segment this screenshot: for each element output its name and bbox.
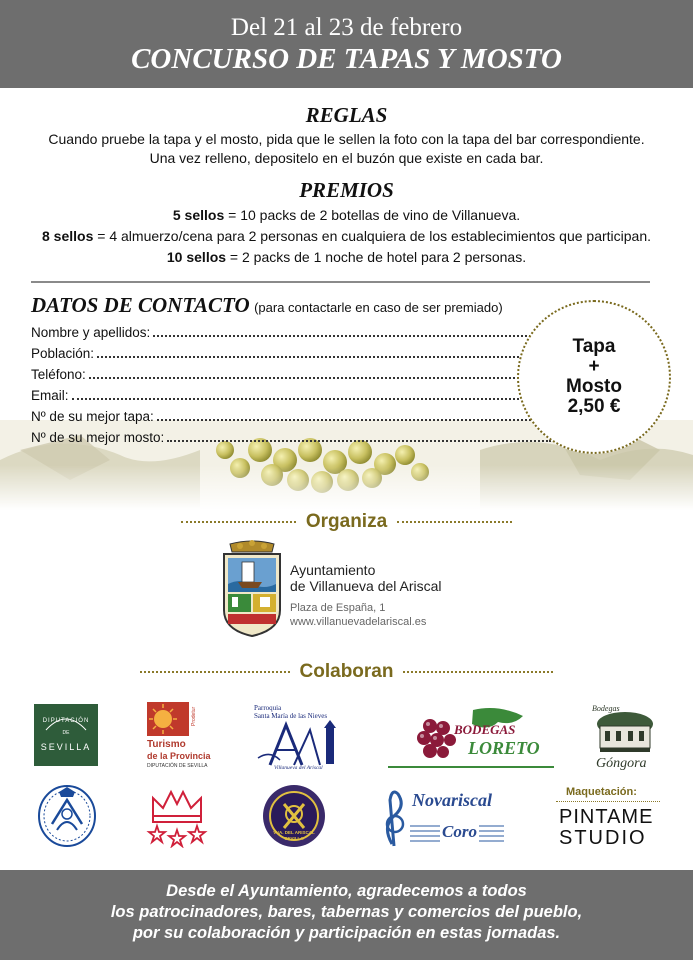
dotted-rule [181,521,296,523]
gongora-line1: Bodegas [592,704,620,713]
turismo-line1: Turismo [147,739,186,750]
parroquia-monogram-icon [250,720,342,770]
ayuntamiento-name-line1: Ayuntamiento [290,562,376,578]
dotted-rule [397,521,512,523]
turismo-line2: de la Provincia [147,751,211,761]
rules-line-2: Una vez relleno, depositelo en el buzón que existe en cada bar. [149,150,544,166]
pintame-line2: STUDIO [559,827,647,849]
badge-price: 2,50 € [567,396,621,417]
event-dates: Del 21 al 23 de febrero [230,14,463,41]
dotted-line [72,398,551,400]
gongora-building-icon [590,710,660,756]
hermandad-seal-logo [37,784,97,848]
name-field[interactable] [31,319,551,340]
field-label: Email: [31,388,69,403]
ayuntamiento-name [290,562,442,594]
contact-header [31,293,551,318]
banda-line1: VVA. DEL ARISCAL [273,830,315,835]
pintame-studio-logo [556,786,660,852]
dotted-rule [403,671,553,673]
rules-section [0,103,693,168]
turismo-provincia-logo [147,702,222,772]
price-badge [517,300,671,454]
gongora-line2: Góngora [596,756,647,771]
phone-field[interactable] [31,361,551,382]
badge-plus: + [588,356,600,377]
best-mosto-field[interactable] [31,424,551,445]
town-field[interactable] [31,340,551,361]
prizes-title: PREMIOS [299,178,394,202]
organiza-heading [0,511,693,533]
maquetacion-label: Maquetación: [566,786,637,798]
novariscal-line2: Coro [442,822,477,841]
website-link[interactable]: www.villanuevadelariscal.es [290,616,427,628]
footer-line1: Desde el Ayuntamiento, agradecemos a todos [166,882,527,900]
turismo-tag: Prodetur [191,706,197,726]
bodegas-loreto-logo [388,706,554,770]
field-label: Teléfono: [31,367,86,382]
prizes-section [0,178,693,268]
address-line: Plaza de España, 1 [290,602,386,614]
turismo-line3: DIPUTACIÓN DE SEVILLA [147,763,208,769]
footer-line3: por su colaboración y participación en estas jornadas. [132,924,561,942]
parroquia-line3: Villanueva del Ariscal [274,765,323,771]
field-label: Población: [31,346,95,361]
event-title: CONCURSO DE TAPAS Y MOSTO [131,43,562,75]
parroquia-line1: Parroquia [254,704,282,712]
novariscal-line1: Novariscal [412,790,492,810]
field-label: Nombre y apellidos: [31,325,151,340]
loreto-line1: BODEGAS [454,722,516,737]
banda-line2: SEVILLA [284,836,304,841]
diputacion-line2: DE [62,730,70,736]
novariscal-coro-logo [380,786,504,848]
colaboran-label: Colaboran [299,661,394,682]
diputacion-line3: SEVILLA [40,742,92,752]
section-divider [31,281,650,283]
prize-item [0,205,693,226]
dotted-line [97,356,551,358]
organiza-label: Organiza [305,511,388,532]
crown-stars-icon [145,786,209,848]
footer-banner [0,870,693,960]
badge-mosto: Mosto [566,376,622,397]
prize-item [0,247,693,268]
turismo-sun-icon [147,702,189,736]
ayuntamiento-logo [220,540,470,640]
loreto-line2: LORETO [468,738,540,758]
hermandad-seal-icon [37,784,97,848]
dotted-line [167,440,551,442]
coat-of-arms-icon [220,540,284,638]
header-banner [0,0,693,88]
diputacion-sevilla-logo [34,704,98,766]
dotted-line [89,377,551,379]
field-label: Nº de su mejor mosto: [31,430,165,445]
prize-count: 5 sellos [172,207,225,223]
pintame-line1: PINTAME [559,806,654,828]
prize-text: = 2 packs de 1 noche de hotel para 2 personas. [226,249,527,265]
crown-stars-logo [145,786,209,848]
prize-text: = 10 packs de 2 botellas de vino de Villanueva. [224,207,521,223]
rules-line-1: Cuando pruebe la tapa y el mosto, pida que le sellen la foto con la tapa del bar correspondiente. [48,131,645,147]
colaboran-heading [0,661,693,683]
footer-line2: los patrocinadores, bares, tabernas y comercios del pueblo, [110,903,583,921]
parroquia-logo [250,702,342,774]
dotted-rule [140,671,290,673]
dotted-line [157,419,551,421]
ayuntamiento-address [290,601,426,629]
bodegas-gongora-logo [590,704,660,774]
prize-text: = 4 almuerzo/cena para 2 personas en cualquiera de los establecimientos que participan. [93,228,651,244]
badge-tapa: Tapa [572,336,616,357]
prize-count: 10 sellos [166,249,227,265]
contact-note: (para contactarle en caso de ser premiado) [254,300,503,315]
contact-section [31,293,551,445]
banda-musica-logo [262,784,326,848]
contact-title: DATOS DE CONTACTO [31,293,250,317]
rules-title: REGLAS [305,103,388,127]
parroquia-line2: Santa María de las Nieves [254,712,328,720]
email-field[interactable] [31,382,551,403]
best-tapa-field[interactable] [31,403,551,424]
ayuntamiento-name-line2: de Villanueva del Ariscal [290,578,442,594]
dotted-line [153,335,551,337]
field-label: Nº de su mejor tapa: [31,409,154,424]
diputacion-line1: DIPUTACIÓN [42,718,90,724]
prize-item [0,226,693,247]
prize-count: 8 sellos [42,228,94,244]
dotted-rule [556,801,660,802]
